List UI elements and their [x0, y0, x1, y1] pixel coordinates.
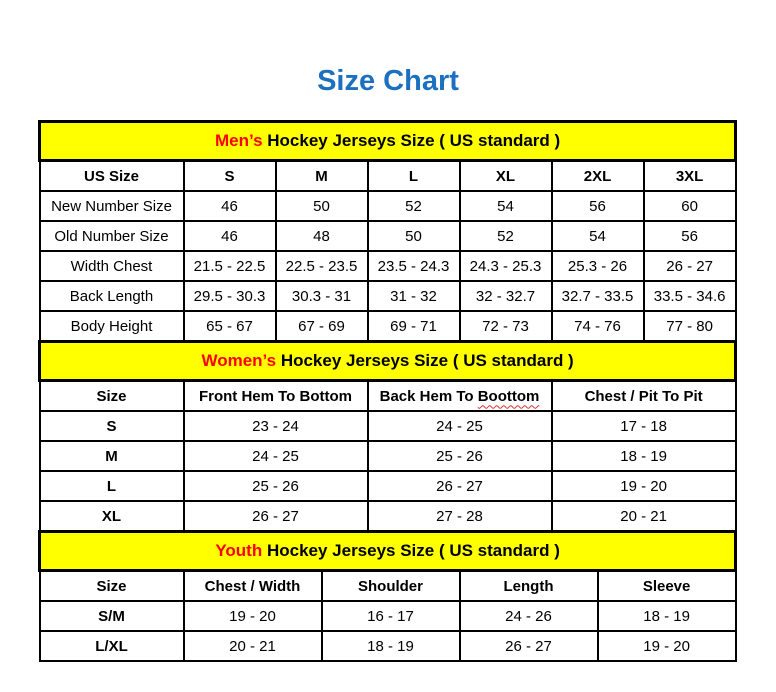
cell-value: 48 — [276, 221, 368, 251]
cell-value: 26 - 27 — [184, 501, 368, 532]
cell-value: 17 - 18 — [552, 411, 736, 441]
womens-banner-accent: Women’s — [201, 351, 277, 370]
womens-table-row — [40, 471, 736, 501]
cell-value: 50 — [276, 191, 368, 221]
row-label: L/XL — [40, 631, 184, 661]
row-label: XL — [40, 501, 184, 532]
size-chart-table — [38, 120, 737, 662]
row-label: New Number Size — [40, 191, 184, 221]
mens-column-header: M — [276, 161, 368, 192]
cell-value: 22.5 - 23.5 — [276, 251, 368, 281]
cell-value: 46 — [184, 221, 276, 251]
mens-table-row — [40, 311, 736, 342]
womens-column-header: Size — [40, 381, 184, 412]
row-label: Old Number Size — [40, 221, 184, 251]
youth-banner-accent: Youth — [215, 541, 263, 560]
row-label: Width Chest — [40, 251, 184, 281]
womens-table-banner — [40, 342, 736, 381]
cell-value: 26 - 27 — [460, 631, 598, 661]
cell-value: 52 — [368, 191, 460, 221]
cell-value: 31 - 32 — [368, 281, 460, 311]
cell-value: 25.3 - 26 — [552, 251, 644, 281]
youth-banner-text: Hockey Jerseys Size ( US standard ) — [266, 541, 560, 560]
mens-banner-accent: Men’s — [214, 131, 263, 150]
cell-value: 52 — [460, 221, 552, 251]
cell-value: 26 - 27 — [368, 471, 552, 501]
cell-value: 29.5 - 30.3 — [184, 281, 276, 311]
cell-value: 60 — [644, 191, 736, 221]
cell-value: 25 - 26 — [184, 471, 368, 501]
womens-table-row — [40, 441, 736, 471]
cell-value: 65 - 67 — [184, 311, 276, 342]
mens-banner-text: Hockey Jerseys Size ( US standard ) — [267, 131, 561, 150]
cell-value: 33.5 - 34.6 — [644, 281, 736, 311]
youth-column-header: Size — [40, 571, 184, 602]
cell-value: 30.3 - 31 — [276, 281, 368, 311]
cell-value: 56 — [644, 221, 736, 251]
cell-value: 16 - 17 — [322, 601, 460, 631]
mens-table-row — [40, 251, 736, 281]
cell-value: 50 — [368, 221, 460, 251]
cell-value: 18 - 19 — [552, 441, 736, 471]
cell-value: 19 - 20 — [184, 601, 322, 631]
row-label: L — [40, 471, 184, 501]
row-label: Back Length — [40, 281, 184, 311]
cell-value: 24 - 25 — [184, 441, 368, 471]
cell-value: 32 - 32.7 — [460, 281, 552, 311]
cell-value: 67 - 69 — [276, 311, 368, 342]
womens-header-row — [40, 381, 736, 412]
page-title: Size Chart — [317, 65, 459, 97]
mens-column-header: S — [184, 161, 276, 192]
cell-value: 72 - 73 — [460, 311, 552, 342]
youth-banner-row — [40, 532, 736, 571]
cell-value: 24 - 25 — [368, 411, 552, 441]
mens-table-row — [40, 221, 736, 251]
cell-value: 21.5 - 22.5 — [184, 251, 276, 281]
womens-back-hem-typo: Boottom — [477, 387, 540, 405]
cell-value: 32.7 - 33.5 — [552, 281, 644, 311]
cell-value: 25 - 26 — [368, 441, 552, 471]
womens-column-header-back-hem — [368, 381, 552, 412]
cell-value: 19 - 20 — [598, 631, 736, 661]
mens-column-header: L — [368, 161, 460, 192]
mens-column-header: 2XL — [552, 161, 644, 192]
womens-banner-row — [40, 342, 736, 381]
cell-value: 54 — [552, 221, 644, 251]
row-label: S — [40, 411, 184, 441]
cell-value: 24.3 - 25.3 — [460, 251, 552, 281]
womens-column-header: Front Hem To Bottom — [184, 381, 368, 412]
cell-value: 20 - 21 — [552, 501, 736, 532]
cell-value: 56 — [552, 191, 644, 221]
youth-column-header: Shoulder — [322, 571, 460, 602]
mens-table-row — [40, 281, 736, 311]
cell-value: 24 - 26 — [460, 601, 598, 631]
mens-banner-row — [40, 122, 736, 161]
cell-value: 23 - 24 — [184, 411, 368, 441]
row-label: M — [40, 441, 184, 471]
mens-column-header: XL — [460, 161, 552, 192]
cell-value: 46 — [184, 191, 276, 221]
youth-header-row — [40, 571, 736, 602]
womens-table-row — [40, 501, 736, 532]
womens-column-header: Chest / Pit To Pit — [552, 381, 736, 412]
youth-column-header: Sleeve — [598, 571, 736, 602]
mens-column-header: 3XL — [644, 161, 736, 192]
cell-value: 54 — [460, 191, 552, 221]
cell-value: 26 - 27 — [644, 251, 736, 281]
youth-table-row — [40, 601, 736, 631]
row-label: S/M — [40, 601, 184, 631]
cell-value: 20 - 21 — [184, 631, 322, 661]
youth-column-header: Chest / Width — [184, 571, 322, 602]
mens-table-banner — [40, 122, 736, 161]
youth-table-banner — [40, 532, 736, 571]
cell-value: 18 - 19 — [598, 601, 736, 631]
row-label: Body Height — [40, 311, 184, 342]
cell-value: 23.5 - 24.3 — [368, 251, 460, 281]
cell-value: 27 - 28 — [368, 501, 552, 532]
cell-value: 19 - 20 — [552, 471, 736, 501]
womens-banner-text: Hockey Jerseys Size ( US standard ) — [280, 351, 574, 370]
youth-column-header: Length — [460, 571, 598, 602]
cell-value: 18 - 19 — [322, 631, 460, 661]
youth-table-row — [40, 631, 736, 661]
cell-value: 77 - 80 — [644, 311, 736, 342]
womens-back-hem-prefix: Back Hem To — [379, 387, 474, 405]
mens-table-row — [40, 191, 736, 221]
cell-value: 69 - 71 — [368, 311, 460, 342]
mens-header-row — [40, 161, 736, 192]
cell-value: 74 - 76 — [552, 311, 644, 342]
womens-table-row — [40, 411, 736, 441]
mens-column-header: US Size — [40, 161, 184, 192]
